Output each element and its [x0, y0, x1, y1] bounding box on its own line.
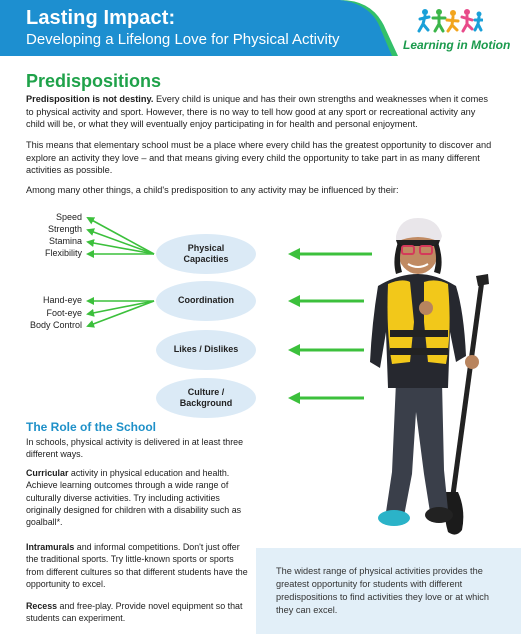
intramurals-lead: Intramurals: [26, 542, 75, 552]
paragraph-1-body: Every child is unique and has their own strengths and weaknesses when it comes to physical activity and sport. However, there is no way to tell how good at any sport or recreational activity any child will be, or what they will eventually enjoy participating in for health and personal enjoyment.: [26, 94, 488, 130]
learning-in-motion-logo: [401, 8, 511, 54]
item-stamina: Stamina: [48, 236, 82, 246]
label-culture-line1: Culture /: [187, 387, 225, 397]
label-physical-line1: Physical: [187, 243, 225, 253]
recess-body: and free-play. Provide novel equipment so that students can experiment.: [26, 601, 243, 624]
arrow-strength: [88, 230, 154, 254]
recess-lead: Recess: [26, 601, 58, 611]
curricular-lead: Curricular: [26, 468, 69, 478]
item-speed: Speed: [55, 212, 82, 222]
callout-box: [256, 548, 521, 634]
item-hand-eye: Hand-eye: [42, 295, 82, 305]
intramurals-body: and informal competitions. Don't just offer the traditional sports. Try little-known sports or sports from different cultures so that different students have the opportunity to excel.: [26, 542, 248, 589]
paragraph-3: Among many other things, a child's predisposition to any activity may be influenced by their:: [26, 185, 399, 195]
label-physical-capacities: [158, 243, 254, 265]
section-heading-predispositions: Predispositions: [26, 71, 162, 91]
arrow-foot-eye: [88, 301, 154, 314]
child-with-paddle-photo: [352, 212, 502, 542]
figures-icon: [417, 8, 483, 34]
item-flexibility: Flexibility: [44, 248, 82, 258]
item-foot-eye: Foot-eye: [46, 308, 82, 318]
section-heading-role: The Role of the School: [26, 420, 157, 434]
item-strength: Strength: [47, 224, 82, 234]
role-recess: [26, 600, 252, 625]
role-intramurals: [26, 541, 252, 590]
role-intro: In schools, physical activity is delivered in at least three different ways.: [26, 437, 244, 460]
page-title: Lasting Impact:: [26, 7, 176, 29]
paragraph-2: This means that elementary school must be a place where every child has the greatest opportunity to discover and explore an activity they love – and that means giving every child the opportunity to take part in as many different activities as possible.: [26, 140, 492, 176]
role-curricular: [26, 467, 252, 528]
logo-text: Learning in Motion: [403, 38, 511, 52]
curricular-body: activity in physical education and health. Achieve learning outcomes through a wide range of culturally diverse activities. Try including activities originally designed for children with a disability such as goalball*.: [26, 468, 242, 528]
label-culture-background: [158, 387, 254, 409]
item-body-control: Body Control: [29, 320, 82, 330]
arrow-body-control: [88, 301, 154, 326]
label-coordination: Coordination: [178, 295, 234, 305]
label-likes-dislikes: Likes / Dislikes: [173, 344, 239, 354]
paragraph-1-lead: Predisposition is not destiny.: [26, 94, 154, 104]
paragraph-1: [26, 93, 496, 131]
label-culture-line2: Background: [179, 398, 233, 408]
label-physical-line2: Capacities: [183, 254, 229, 264]
page-subtitle: Developing a Lifelong Love for Physical Activity: [26, 31, 340, 48]
callout-text: The widest range of physical activities provides the greatest opportunity for students with different predispositions to find activities they love or at which they can excel.: [276, 566, 489, 615]
